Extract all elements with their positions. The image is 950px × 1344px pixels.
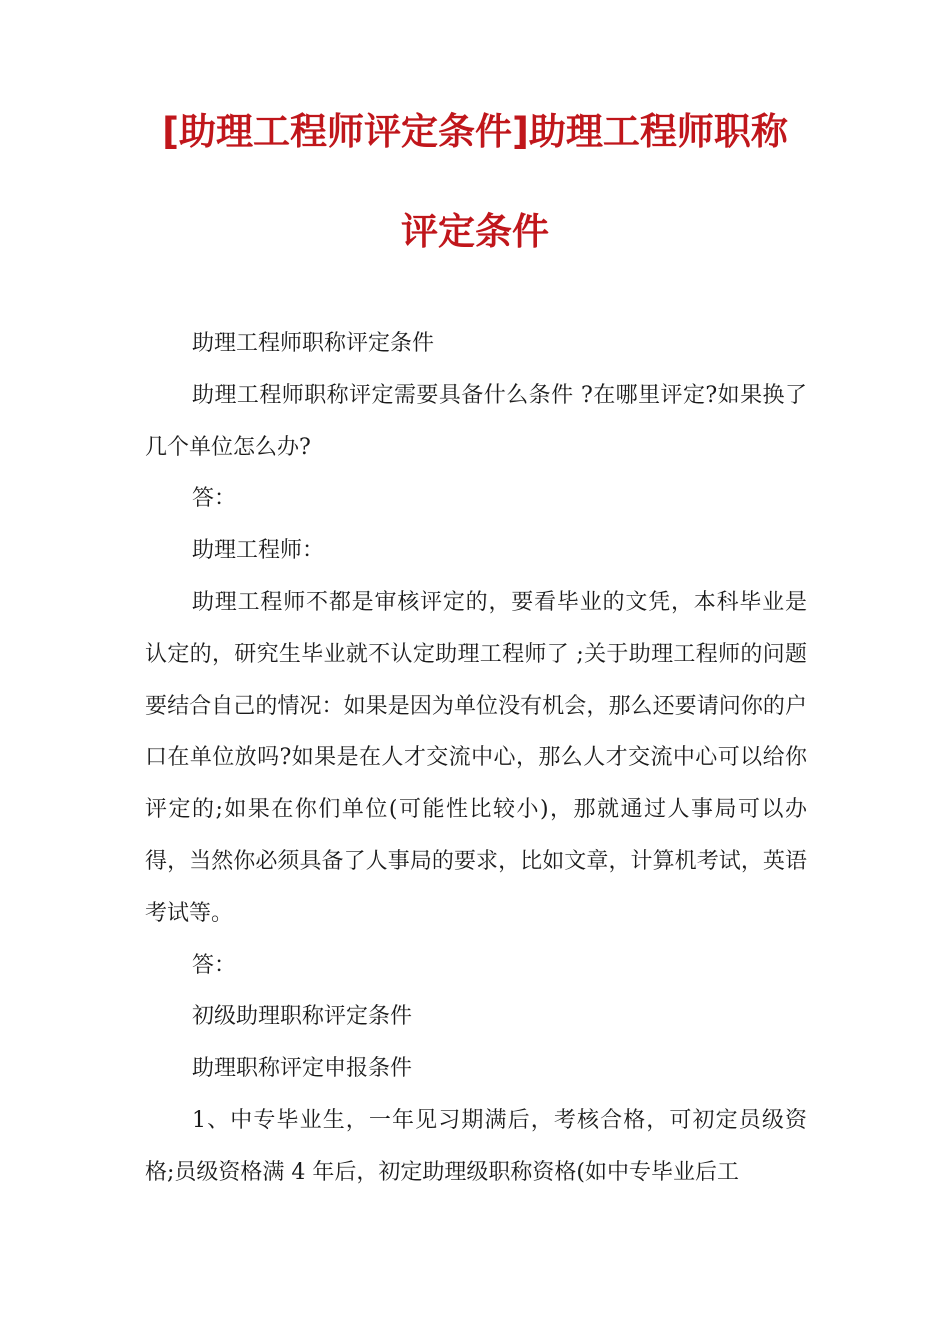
paragraph-subtitle: 助理工程师职称评定条件: [192, 331, 435, 356]
paragraph-answer-body: 助理工程师不都是审核评定的，要看毕业的文凭，本科毕业是认定的，研究生毕业就不认定助理工程师了 ;关于助理工程师的问题要结合自己的情况：如果是因为单位没有机会，那么还要请问你的户口在单位放吗?如果是在人才交流中心，那么人才交流中心可以给你评定的;如果在你们单位(可能性比较小)，那就通过人事局可以办得，当然你必须具备了人事局的要求，比如文章，计算机考试，英语考试等。: [145, 589, 807, 926]
document-title-line-1: [助理工程师评定条件]助理工程师职称: [162, 110, 788, 153]
paragraph-question: 助理工程师职称评定需要具备什么条件 ?在哪里评定?如果换了几个单位怎么办?: [145, 382, 807, 460]
paragraph-junior-title-conditions: 初级助理职称评定条件: [192, 1004, 413, 1030]
paragraph-answer-label-1: 答：: [192, 486, 237, 512]
paragraph-condition-1: 1、中专毕业生，一年见习期满后，考核合格，可初定员级资格;员级资格满 4 年后，初定助理级职称资格(如中专毕业后工: [145, 1107, 807, 1185]
document-title-line-2: 评定条件: [401, 210, 549, 253]
paragraph-application-conditions: 助理职称评定申报条件: [192, 1056, 413, 1082]
document-body: [145, 318, 807, 1199]
paragraph-assistant-engineer-label: 助理工程师：: [192, 538, 325, 564]
paragraph-answer-label-2: 答：: [192, 952, 237, 978]
